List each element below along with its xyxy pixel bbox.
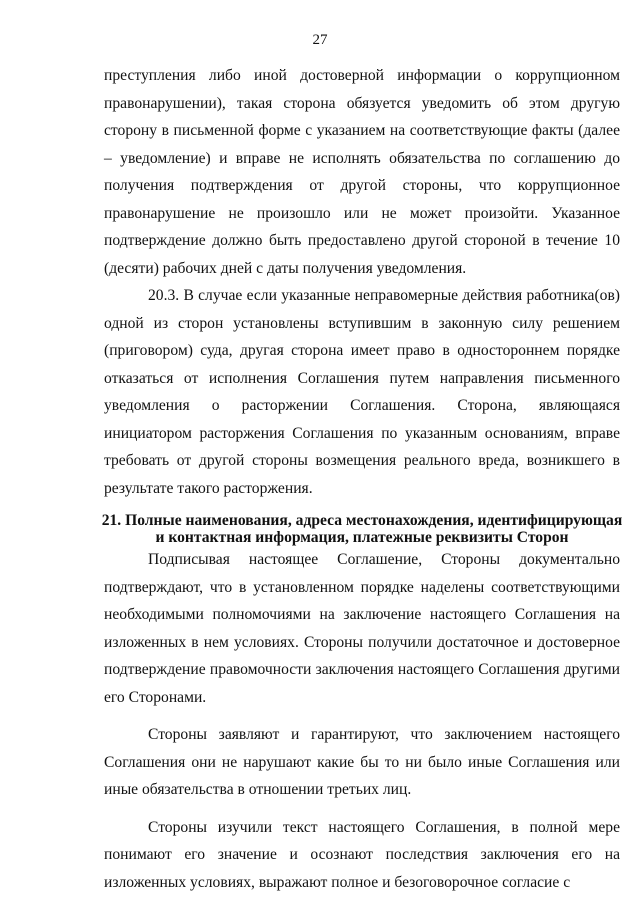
section-21-heading: 21. Полные наименования, адреса местонахождения, идентифицирующая и контактная информация, платежные реквизиты Сторон bbox=[101, 512, 623, 546]
page-number: 27 bbox=[312, 32, 328, 48]
paragraph-consent: Стороны изучили текст настоящего Соглашения, в полной мере понимают его значение и осознают последствия заключения его на изложенных условиях, выражают полное и безоговорочное согласие с bbox=[104, 818, 620, 891]
paragraph-signing: Подписывая настоящее Соглашение, Стороны документально подтверждают, что в установленном порядке наделены соответствующими необходимыми полномочиями на заключение настоящего Соглашения на изложенных в нем условиях. Стороны получили достаточное и достоверное подтверждение правомочности заключения настоящего Соглашения другими его Сторонами. bbox=[104, 551, 620, 706]
document-body bbox=[101, 62, 623, 896]
paragraph-guarantee: Стороны заявляют и гарантируют, что заключением настоящего Соглашения они не нарушают какие бы то ни было иные Соглашения или иные обязательства в отношении третьих лиц. bbox=[104, 726, 620, 798]
paragraph-20-3: 20.3. В случае если указанные неправомерные действия работника(ов) одной из сторон установлены вступившим в законную силу решением (приговором) суда, другая сторона имеет право в одностороннем порядке отказаться от исполнения Соглашения путем направления письменного уведомления о расторжении Соглашения. Сторона, являющаяся инициатором расторжения Соглашения по указанным основаниям, вправе требовать от другой стороны возмещения реального вреда, возникшего в результате такого расторжения. bbox=[104, 287, 620, 497]
paragraph-continuation: преступления либо иной достоверной информации о коррупционном правонарушении), такая сторона обязуется уведомить об этом другую сторону в письменной форме с указанием на соответствующие факты (далее – уведомление) и вправе не исполнять обязательства по соглашению до получения подтверждения от другой стороны, что коррупционное правонарушение не произошло или не может произойти. Указанное подтверждение должно быть предоставлено другой стороной в течение 10 (десяти) рабочих дней с даты получения уведомления. bbox=[104, 67, 620, 277]
